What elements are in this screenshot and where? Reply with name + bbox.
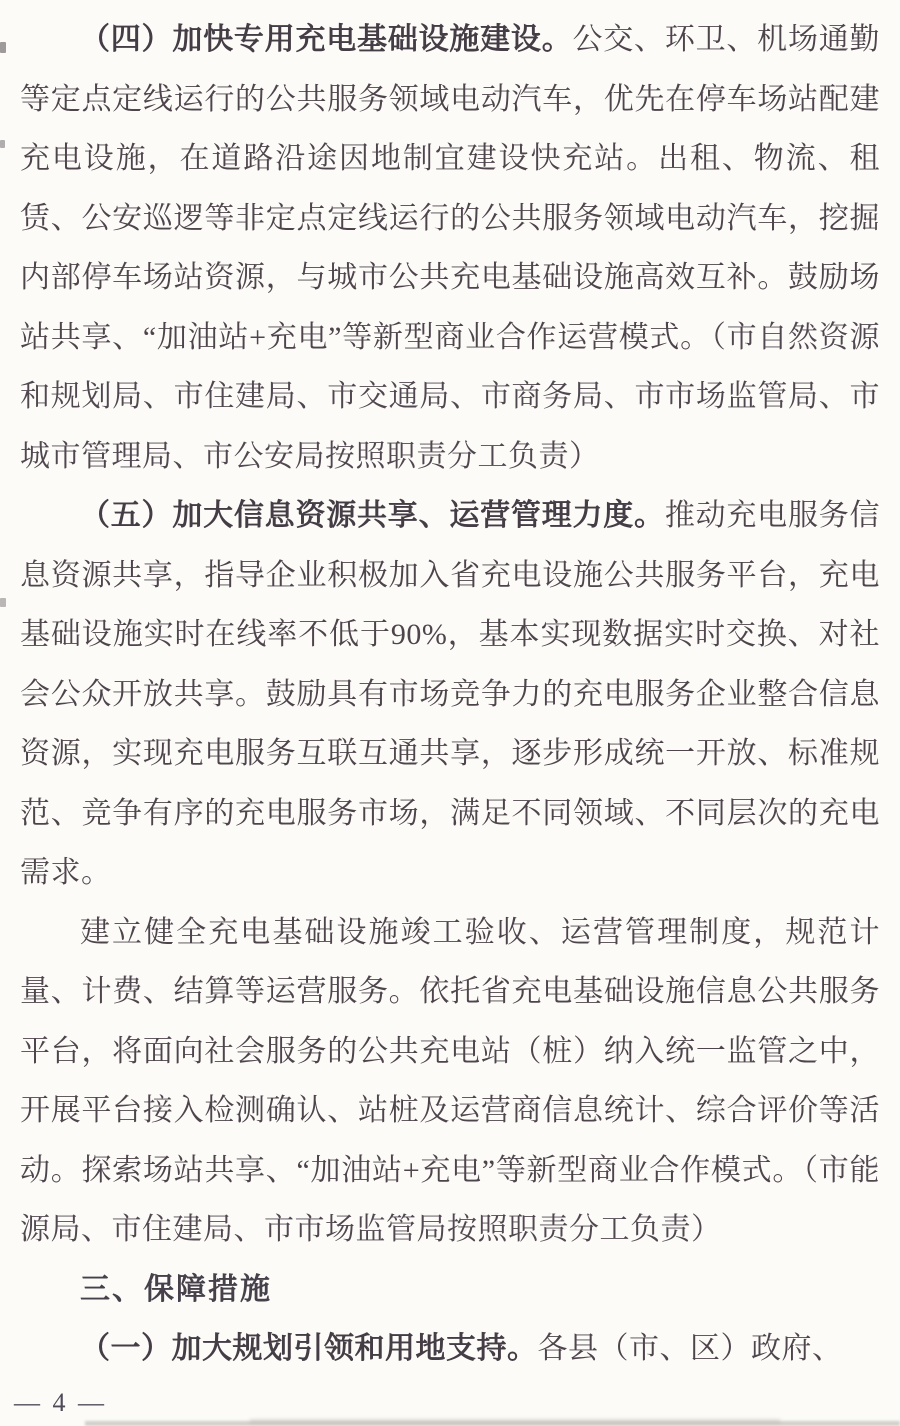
page-number: — 4 — <box>14 1388 107 1417</box>
paragraph-section-4 <box>20 10 880 486</box>
section-4-attribution: （市自然资源和规划局、市住建局、市交通局、市商务局、市市场监管局、市城市管理局、市公安局按照职责分工负责） <box>20 320 881 473</box>
section-5-body: 推动充电服务信息资源共享，指导企业积极加入省充电设施公共服务平台，充电基础设施实时在线率不低于90%，基本实现数据实时交换、对社会公众开放共享。鼓励具有市场竞争力的充电服务企业整合信息资源，实现充电服务互联互通共享，逐步形成统一开放、标准规范、竞争有序的充电服务市场，满足不同领域、不同层次的充电需求。 <box>20 499 881 889</box>
chapter-3-heading <box>20 1260 880 1320</box>
section-4-heading: （四）加快专用充电基础设施建设。 <box>80 23 573 56</box>
section-5-heading: （五）加大信息资源共享、运营管理力度。 <box>80 499 665 532</box>
section-5-continued-body: 建立健全充电基础设施竣工验收、运营管理制度，规范计量、计费、结算等运营服务。依托省充电基础设施信息公共服务平台，将面向社会服务的公共充电站（桩）纳入统一监管之中，开展平台接入检测确认、站桩及运营商信息统计、综合评价等活动。探索场站共享、“加油站+充电”等新型商业合作模式。 <box>20 915 880 1187</box>
scan-speck <box>0 598 6 607</box>
section-1-heading: （一）加大规划引领和用地支持。 <box>80 1332 538 1365</box>
scan-artifact-bottom-edge-2 <box>250 1419 780 1423</box>
paragraph-section-5 <box>20 486 880 903</box>
paragraph-section-1 <box>20 1319 880 1379</box>
scan-speck <box>0 42 6 53</box>
section-4-body: 公交、环卫、机场通勤等定点定线运行的公共服务领域电动汽车，优先在停车场站配建充电设施，在道路沿途因地制宜建设快充站。出租、物流、租赁、公安巡逻等非定点定线运行的公共服务领域电动汽车，挖掘内部停车场站资源，与城市公共充电基础设施高效互补。鼓励场站共享、“加油站+充电”等新型商业合作运营模式。 <box>20 23 881 354</box>
document-body <box>20 10 880 1379</box>
chapter-3-heading-text: 三、保障措施 <box>80 1272 272 1306</box>
section-5-continued-attribution: （市能源局、市住建局、市市场监管局按照职责分工负责） <box>20 1153 880 1246</box>
paragraph-section-5-continued <box>20 903 880 1260</box>
scan-speck <box>0 140 5 148</box>
section-1-body: 各县（市、区）政府、 <box>537 1332 843 1365</box>
